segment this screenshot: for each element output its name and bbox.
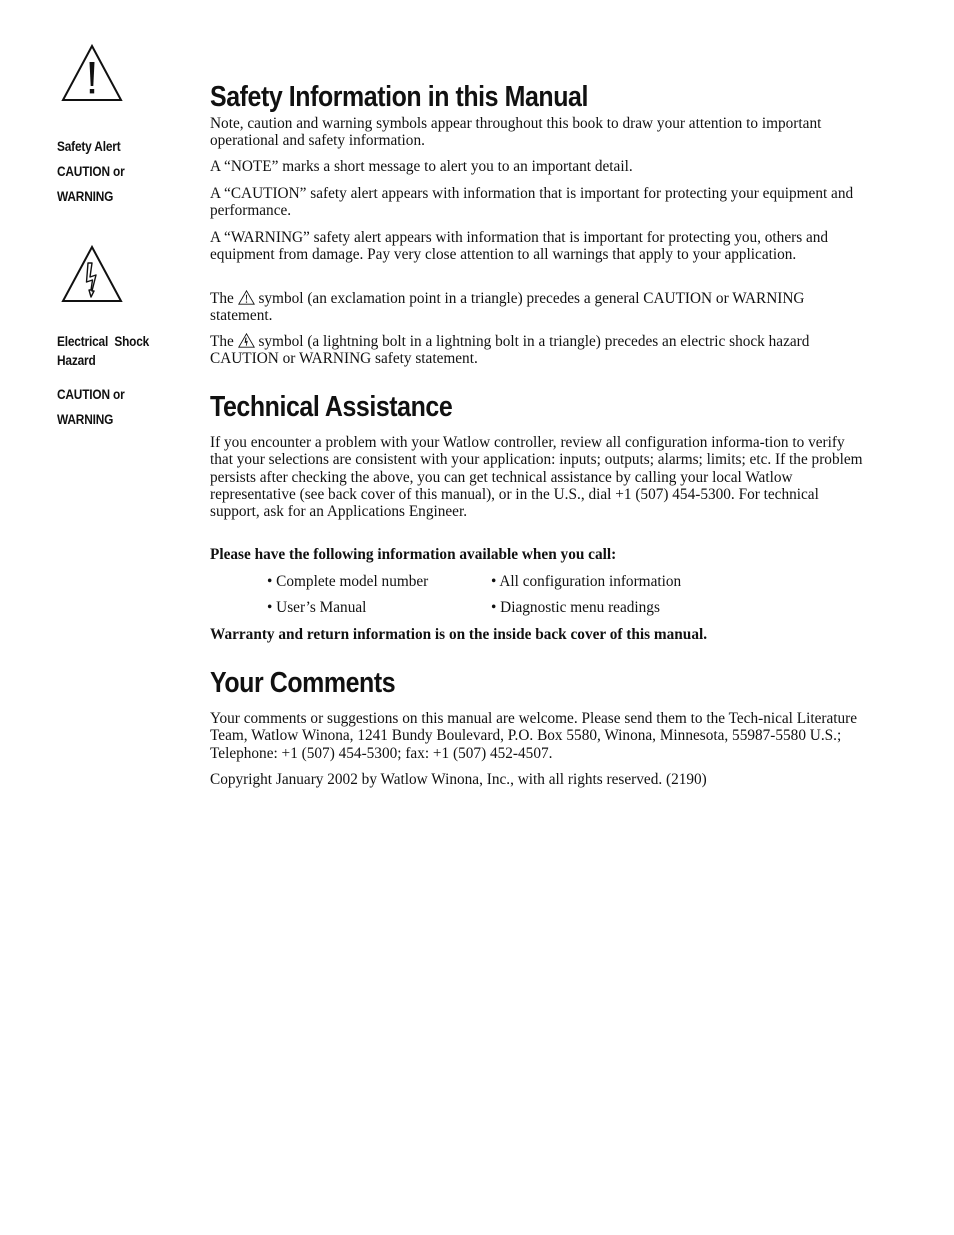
sidebar-label-warning-2: WARNING: [57, 412, 114, 427]
comments-paragraph: Your comments or suggestions on this manual are welcome. Please send them to the Tech-nical Literature Team, Watlow Winona, 1241 Bundy Boulevard, P.O. Box 5580, Winona, Minnesota, 55987-5580 U.S.; Telephone: +1 (507) 454-5300; fax: +1 (507) 452-4507.: [210, 710, 858, 762]
warranty-note: Warranty and return information is on the inside back cover of this manual.: [210, 626, 708, 643]
sidebar-label-caution-or: CAUTION or: [57, 164, 125, 179]
bullet-configuration: • All configuration information: [491, 573, 682, 590]
lightning-triangle-icon: [238, 333, 255, 348]
safety-paragraph-3: A “CAUTION” safety alert appears with information that is important for protecting your equipment and performance.: [210, 185, 854, 220]
technical-heading: Technical Assistance: [210, 391, 453, 423]
bullet-diagnostic: • Diagnostic menu readings: [491, 599, 660, 616]
safety-paragraph-4: A “WARNING” safety alert appears with information that is important for protecting you, others and equipment from damage. Pay very close attention to all warnings that apply to your application.: [210, 229, 829, 264]
safety-paragraph-6: The symbol (a lightning bolt in a lightning bolt in a triangle) precedes an electric shock hazard CAUTION or WARNING safety statement.: [210, 333, 810, 368]
sidebar-label-electrical-shock: Electrical Shock: [57, 334, 150, 349]
safety-paragraph-5: The symbol (an exclamation point in a triangle) precedes a general CAUTION or WARNING statement.: [210, 290, 805, 325]
exclamation-triangle-icon: [238, 290, 255, 305]
bullet-model-number: • Complete model number: [267, 573, 429, 590]
sidebar-label-hazard: Hazard: [57, 353, 96, 368]
copyright-text: Copyright January 2002 by Watlow Winona, Inc., with all rights reserved. (2190): [210, 771, 707, 788]
exclamation-triangle-icon: [61, 44, 123, 102]
safety-paragraph-1: Note, caution and warning symbols appear throughout this book to draw your attention to important operational and safety information.: [210, 115, 822, 150]
technical-please-have: Please have the following information available when you call:: [210, 546, 617, 563]
sidebar-label-safety-alert: Safety Alert: [57, 139, 121, 154]
safety-paragraph-2: A “NOTE” marks a short message to alert you to an important detail.: [210, 158, 633, 175]
technical-paragraph: If you encounter a problem with your Watlow controller, review all configuration informa-tion to verify that your selections are consistent with your application: inputs; outputs; alarms; limits; etc. If the problem persists after checking the above, you can get technical assistance by calling your local Watlow representative (see back cover of this manual), or in the U.S., dial +1 (507) 454-5300. For technical support, ask for an Applications Engineer.: [210, 434, 863, 521]
safety-heading: Safety Information in this Manual: [210, 81, 588, 113]
sidebar-label-warning: WARNING: [57, 189, 114, 204]
lightning-triangle-icon: [61, 245, 123, 303]
comments-heading: Your Comments: [210, 667, 396, 699]
bullet-users-manual: • User’s Manual: [267, 599, 367, 616]
sidebar-label-caution-or-2: CAUTION or: [57, 387, 125, 402]
